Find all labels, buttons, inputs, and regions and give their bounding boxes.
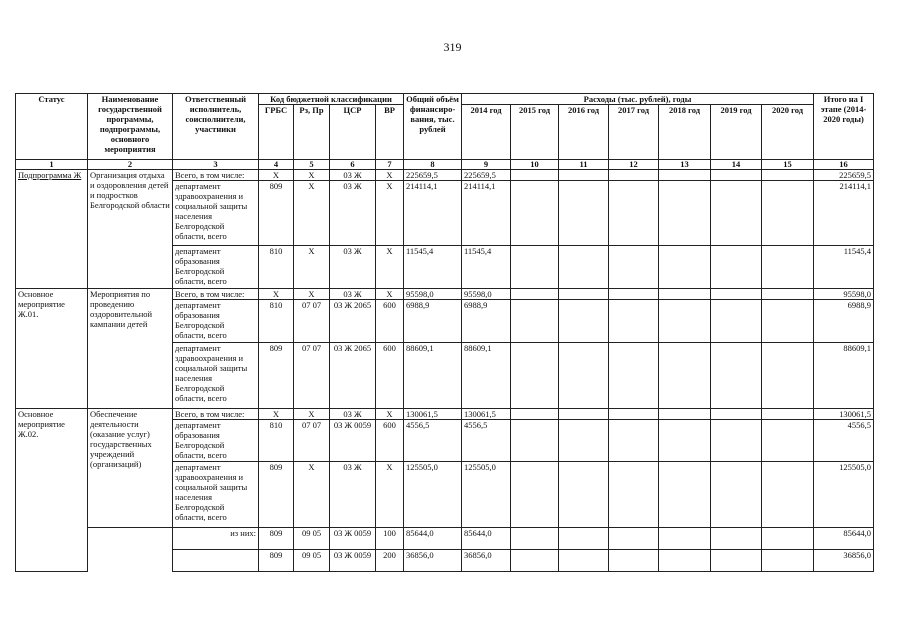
row-itogo: 4556,5 xyxy=(814,420,874,462)
table-row xyxy=(16,409,874,420)
column-number: 14 xyxy=(711,160,762,170)
row-rzpr: X xyxy=(294,170,330,181)
header-total: Общий объём финансиро-вания, тыс. рублей xyxy=(404,94,462,160)
row-vr: X xyxy=(376,409,404,420)
row-rzpr: 07 07 xyxy=(294,343,330,409)
row-rzpr: 09 05 xyxy=(294,528,330,550)
header-year: 2019 год xyxy=(711,105,762,160)
column-number: 4 xyxy=(259,160,294,170)
row-2014: 36856,0 xyxy=(462,550,511,572)
row-csr: 03 Ж xyxy=(330,409,376,420)
row-total: 130061,5 xyxy=(404,409,462,420)
column-number: 1 xyxy=(16,160,88,170)
row-vr: X xyxy=(376,246,404,289)
row-grbs: 809 xyxy=(259,528,294,550)
row-status: Основное мероприятие Ж.01. xyxy=(16,289,88,409)
row-grbs: 809 xyxy=(259,343,294,409)
budget-table xyxy=(15,93,874,572)
row-rzpr: X xyxy=(294,409,330,420)
row-total: 214114,1 xyxy=(404,181,462,246)
column-number: 13 xyxy=(659,160,711,170)
header-year: 2014 год xyxy=(462,105,511,160)
row-rzpr: 09 05 xyxy=(294,550,330,572)
header-year: 2017 год xyxy=(609,105,659,160)
row-total: 4556,5 xyxy=(404,420,462,462)
row-total: 6988,9 xyxy=(404,300,462,343)
header-expenses: Расходы (тыс. рублей), годы xyxy=(462,94,814,105)
row-total: 95598,0 xyxy=(404,289,462,300)
row-csr: 03 Ж xyxy=(330,289,376,300)
row-2014: 11545,4 xyxy=(462,246,511,289)
row-executor: департамент здравоохранения и социальной защиты населения Белгородской области, всего xyxy=(173,343,259,409)
row-vr: 100 xyxy=(376,528,404,550)
column-number: 11 xyxy=(559,160,609,170)
header-year: 2016 год xyxy=(559,105,609,160)
row-itogo: 6988,9 xyxy=(814,300,874,343)
row-itogo: 125505,0 xyxy=(814,462,874,528)
header-itogo: Итого на I этапе (2014-2020 годы) xyxy=(814,94,874,160)
column-number: 3 xyxy=(173,160,259,170)
row-status: Подпрограмма Ж xyxy=(16,170,88,289)
row-total: 11545,4 xyxy=(404,246,462,289)
row-rzpr: X xyxy=(294,462,330,528)
row-executor xyxy=(173,550,259,572)
header-name: Наименование государственной программы, подпрограммы, основного мероприятия xyxy=(88,94,173,160)
row-name: Мероприятия по проведению оздоровительной кампании детей xyxy=(88,289,173,409)
row-2014: 130061,5 xyxy=(462,409,511,420)
row-itogo: 130061,5 xyxy=(814,409,874,420)
row-name: Организация отдыха и оздоровления детей и подростков Белгородской области xyxy=(88,170,173,289)
header-grbs: ГРБС xyxy=(259,105,294,160)
column-number: 10 xyxy=(511,160,559,170)
header-year: 2020 год xyxy=(762,105,814,160)
row-executor: департамент образования Белгородской области, всего xyxy=(173,246,259,289)
row-vr: 600 xyxy=(376,300,404,343)
row-csr: 03 Ж xyxy=(330,181,376,246)
row-2014: 214114,1 xyxy=(462,181,511,246)
row-total: 125505,0 xyxy=(404,462,462,528)
row-vr: X xyxy=(376,181,404,246)
row-itogo: 85644,0 xyxy=(814,528,874,550)
row-csr: 03 Ж xyxy=(330,246,376,289)
row-vr: X xyxy=(376,289,404,300)
row-executor: из них: xyxy=(173,528,259,550)
row-csr: 03 Ж xyxy=(330,462,376,528)
row-total: 36856,0 xyxy=(404,550,462,572)
row-executor: департамент образования Белгородской области, всего xyxy=(173,420,259,462)
row-2014: 95598,0 xyxy=(462,289,511,300)
column-number: 6 xyxy=(330,160,376,170)
row-rzpr: X xyxy=(294,181,330,246)
row-2014: 85644,0 xyxy=(462,528,511,550)
row-csr: 03 Ж 0059 xyxy=(330,528,376,550)
header-year: 2015 год xyxy=(511,105,559,160)
column-number: 9 xyxy=(462,160,511,170)
row-csr: 03 Ж 0059 xyxy=(330,420,376,462)
row-itogo: 214114,1 xyxy=(814,181,874,246)
row-vr: 200 xyxy=(376,550,404,572)
header-vr: ВР xyxy=(376,105,404,160)
table-row xyxy=(16,170,874,181)
row-vr: X xyxy=(376,170,404,181)
row-rzpr: 07 07 xyxy=(294,300,330,343)
column-number: 12 xyxy=(609,160,659,170)
row-total: 225659,5 xyxy=(404,170,462,181)
row-2014: 125505,0 xyxy=(462,462,511,528)
row-csr: 03 Ж 2065 xyxy=(330,343,376,409)
row-name: Обеспечение деятельности (оказание услуг) государственных учреждений (организаций) xyxy=(88,409,173,528)
column-number: 5 xyxy=(294,160,330,170)
column-number: 2 xyxy=(88,160,173,170)
header-executor: Ответственный исполнитель, соисполнители, участники xyxy=(173,94,259,160)
row-grbs: X xyxy=(259,409,294,420)
row-status: Основное мероприятие Ж.02. xyxy=(16,409,88,572)
row-grbs: X xyxy=(259,170,294,181)
table-row xyxy=(16,528,874,550)
row-2014: 6988,9 xyxy=(462,300,511,343)
row-itogo: 36856,0 xyxy=(814,550,874,572)
row-2014: 225659,5 xyxy=(462,170,511,181)
row-grbs: 810 xyxy=(259,300,294,343)
page-number: 319 xyxy=(443,40,462,54)
table-row xyxy=(16,289,874,300)
row-executor: Всего, в том числе: xyxy=(173,409,259,420)
row-grbs: X xyxy=(259,289,294,300)
row-2014: 4556,5 xyxy=(462,420,511,462)
row-csr: 03 Ж xyxy=(330,170,376,181)
row-vr: 600 xyxy=(376,343,404,409)
column-number: 8 xyxy=(404,160,462,170)
row-rzpr: X xyxy=(294,246,330,289)
row-itogo: 88609,1 xyxy=(814,343,874,409)
row-itogo: 95598,0 xyxy=(814,289,874,300)
row-total: 88609,1 xyxy=(404,343,462,409)
header-status: Статус xyxy=(16,94,88,160)
row-vr: 600 xyxy=(376,420,404,462)
header-bk-code: Код бюджетной классификации xyxy=(259,94,404,105)
row-executor: департамент здравоохранения и социальной защиты населения Белгородской области, всего xyxy=(173,181,259,246)
row-grbs: 810 xyxy=(259,420,294,462)
row-csr: 03 Ж 2065 xyxy=(330,300,376,343)
row-total: 85644,0 xyxy=(404,528,462,550)
row-rzpr: X xyxy=(294,289,330,300)
row-rzpr: 07 07 xyxy=(294,420,330,462)
row-vr: X xyxy=(376,462,404,528)
header-year: 2018 год xyxy=(659,105,711,160)
column-number: 7 xyxy=(376,160,404,170)
header-rzpr: Рз, Пр xyxy=(294,105,330,160)
row-grbs: 810 xyxy=(259,246,294,289)
row-grbs: 809 xyxy=(259,181,294,246)
header-csr: ЦСР xyxy=(330,105,376,160)
row-csr: 03 Ж 0059 xyxy=(330,550,376,572)
column-number: 16 xyxy=(814,160,874,170)
row-executor: Всего, в том числе: xyxy=(173,170,259,181)
row-itogo: 11545,4 xyxy=(814,246,874,289)
row-executor: департамент здравоохранения и социальной защиты населения Белгородской области, всего xyxy=(173,462,259,528)
row-itogo: 225659,5 xyxy=(814,170,874,181)
row-grbs: 809 xyxy=(259,462,294,528)
row-grbs: 809 xyxy=(259,550,294,572)
column-number: 15 xyxy=(762,160,814,170)
row-executor: Всего, в том числе: xyxy=(173,289,259,300)
row-executor: департамент образования Белгородской области, всего xyxy=(173,300,259,343)
row-2014: 88609,1 xyxy=(462,343,511,409)
